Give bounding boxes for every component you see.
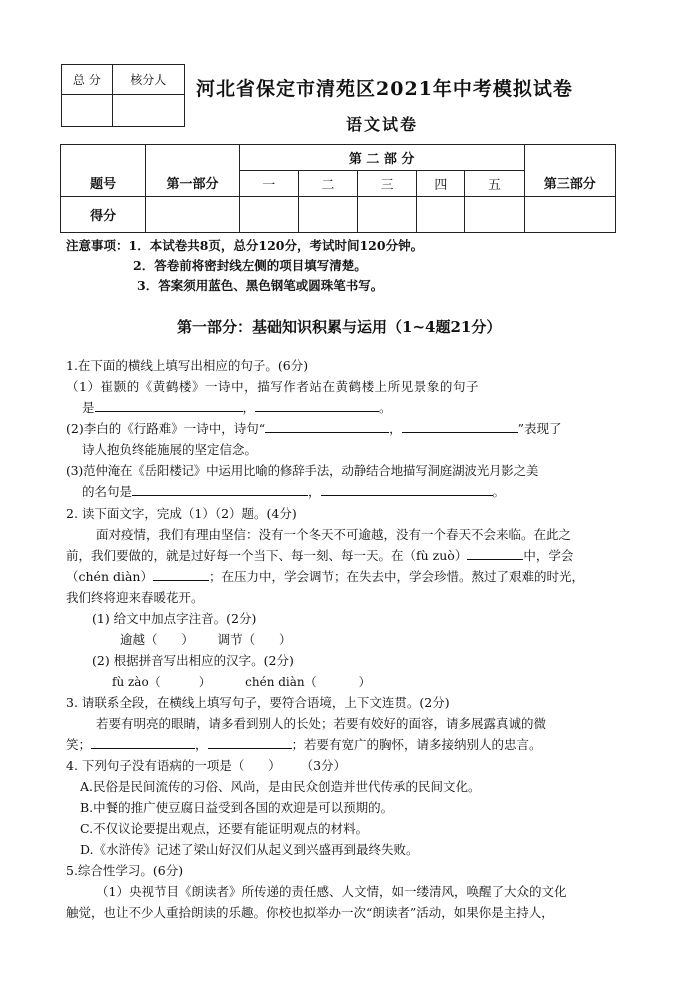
q1-blank[interactable] — [255, 398, 379, 412]
q1-blank[interactable] — [321, 482, 493, 496]
total-score-cell[interactable] — [62, 95, 113, 127]
q1-s3-line1: (3)范仲淹在《岳阳楼记》中运用比喻的修辞手法，动静结合地描写洞庭湖波光月影之美 — [66, 463, 539, 478]
q5-stem: 5.综合性学习。(6分) — [66, 863, 184, 878]
score-cell[interactable] — [298, 197, 357, 233]
col-part2-2: 二 — [298, 171, 357, 197]
col-part2-4: 四 — [417, 171, 465, 197]
q4-stem: 4. 下列句子没有语病的一项是（ ） （3分） — [66, 758, 347, 773]
checker-label: 核分人 — [112, 65, 184, 95]
total-score-label: 总 分 — [62, 65, 113, 95]
col-part2: 第 二 部 分 — [239, 145, 524, 171]
q4-option-c[interactable]: C.不仅议论要提出观点，还要有能证明观点的材料。 — [80, 821, 369, 836]
score-cell[interactable] — [358, 197, 417, 233]
q1-blank[interactable] — [402, 419, 518, 433]
score-cell[interactable] — [146, 197, 239, 233]
q2-p3: （chén diàn） ；在压力中，学会调节；在失去中，学会珍惜。熬过了艰难的时光， — [66, 569, 584, 584]
q2-p2: 前，我们要做的，就是过好每一个当下、每一刻、每一天。在（fù zuò） 中，学会 — [66, 548, 574, 563]
col-part2-5: 五 — [465, 171, 524, 197]
q1-s2-line2: 诗人抱负终能施展的坚定信念。 — [82, 442, 258, 457]
score-box — [61, 64, 185, 127]
q5-p2: 触觉，也让不少人重拾朗读的乐趣。你校也拟举办一次“朗读者”活动，如果你是主持人， — [66, 905, 554, 920]
q1-blank[interactable] — [265, 419, 389, 433]
score-cell[interactable] — [524, 197, 615, 233]
note-3: 3．答案须用蓝色、黑色钢笔或圆珠笔书写。 — [137, 278, 384, 293]
checker-cell[interactable] — [112, 95, 184, 127]
row-label-score: 得分 — [61, 197, 146, 233]
row-label-question: 题号 — [61, 145, 146, 197]
note-1: 注意事项：1．本试卷共8页，总分120分，考试时间120分钟。 — [66, 238, 424, 253]
q2-sub2: (2) 根据拼音写出相应的汉字。(2分) — [92, 653, 294, 668]
col-part2-3: 三 — [358, 171, 417, 197]
q2-blank[interactable] — [153, 567, 209, 581]
q1-blank[interactable] — [95, 398, 243, 412]
q5-p1: （1）央视节目《朗读者》所传递的责任感、人文情，如一缕清风，唤醒了大众的文化 — [96, 884, 567, 899]
note-2: 2．答卷前将密封线左侧的项目填写清楚。 — [133, 258, 367, 273]
q4-option-a[interactable]: A.民俗是民间流传的习俗、风尚，是由民众创造并世代传承的民间文化。 — [80, 779, 481, 794]
q3-stem: 3. 请联系全段，在横线上填写句子，要符合语境，上下文连贯。(2分) — [66, 695, 450, 710]
q1-s1-line1: （1）崔颢的《黄鹤楼》一诗中，描写作者站在黄鹤楼上所见景象的句子 — [66, 379, 480, 394]
q2-blank[interactable] — [467, 546, 523, 560]
q1-blank[interactable] — [132, 482, 308, 496]
exam-subtitle: 语文试卷 — [346, 115, 419, 134]
section-title: 第一部分：基础知识积累与运用（1~4题21分） — [177, 318, 502, 336]
col-part3: 第三部分 — [524, 145, 615, 197]
q2-p4: 我们终将迎来春暖花开。 — [66, 590, 204, 605]
q1-s1-line2: 是 ， 。 — [82, 400, 392, 415]
q2-sub1: (1) 给文中加点字注音。(2分) — [92, 611, 257, 626]
q2-p1: 面对疫情，我们有理由坚信：没有一个冬天不可逾越，没有一个春天不会来临。在此之 — [96, 527, 572, 542]
score-table — [60, 144, 616, 233]
q4-option-d[interactable]: D.《水浒传》记述了梁山好汉们从起义到兴盛再到最终失败。 — [80, 842, 419, 857]
col-part1: 第一部分 — [146, 145, 239, 197]
q1-s2-line1: (2)李白的《行路难》一诗中，诗句“ ， ”表现了 — [66, 421, 562, 436]
score-cell[interactable] — [239, 197, 298, 233]
q3-blank[interactable] — [91, 735, 195, 749]
col-part2-1: 一 — [239, 171, 298, 197]
q2-stem: 2. 读下面文字，完成（1）（2）题。(4分) — [66, 506, 297, 521]
q1-s3-line2: 的名句是 ， 。 — [82, 484, 506, 499]
q3-p2: 笑； ， ；若要有宽广的胸怀，请多接纳别人的忠言。 — [66, 737, 542, 752]
q4-option-b[interactable]: B.中餐的推广使豆腐日益受到各国的欢迎是可以预期的。 — [80, 800, 394, 815]
q2-sub1-words: 逾越（ ） 调节（ ） — [120, 632, 292, 647]
exam-title: 河北省保定市清苑区2021年中考模拟试卷 — [196, 78, 573, 100]
q3-blank[interactable] — [208, 735, 292, 749]
score-cell[interactable] — [465, 197, 524, 233]
score-cell[interactable] — [417, 197, 465, 233]
q1-stem: 1.在下面的横线上填写出相应的句子。(6分) — [66, 358, 309, 373]
q2-sub2-words: fù zào（ ） chén diàn（ ） — [112, 675, 371, 689]
q3-p1: 若要有明亮的眼睛，请多看到别人的长处；若要有姣好的面容，请多展露真诚的微 — [96, 716, 547, 731]
